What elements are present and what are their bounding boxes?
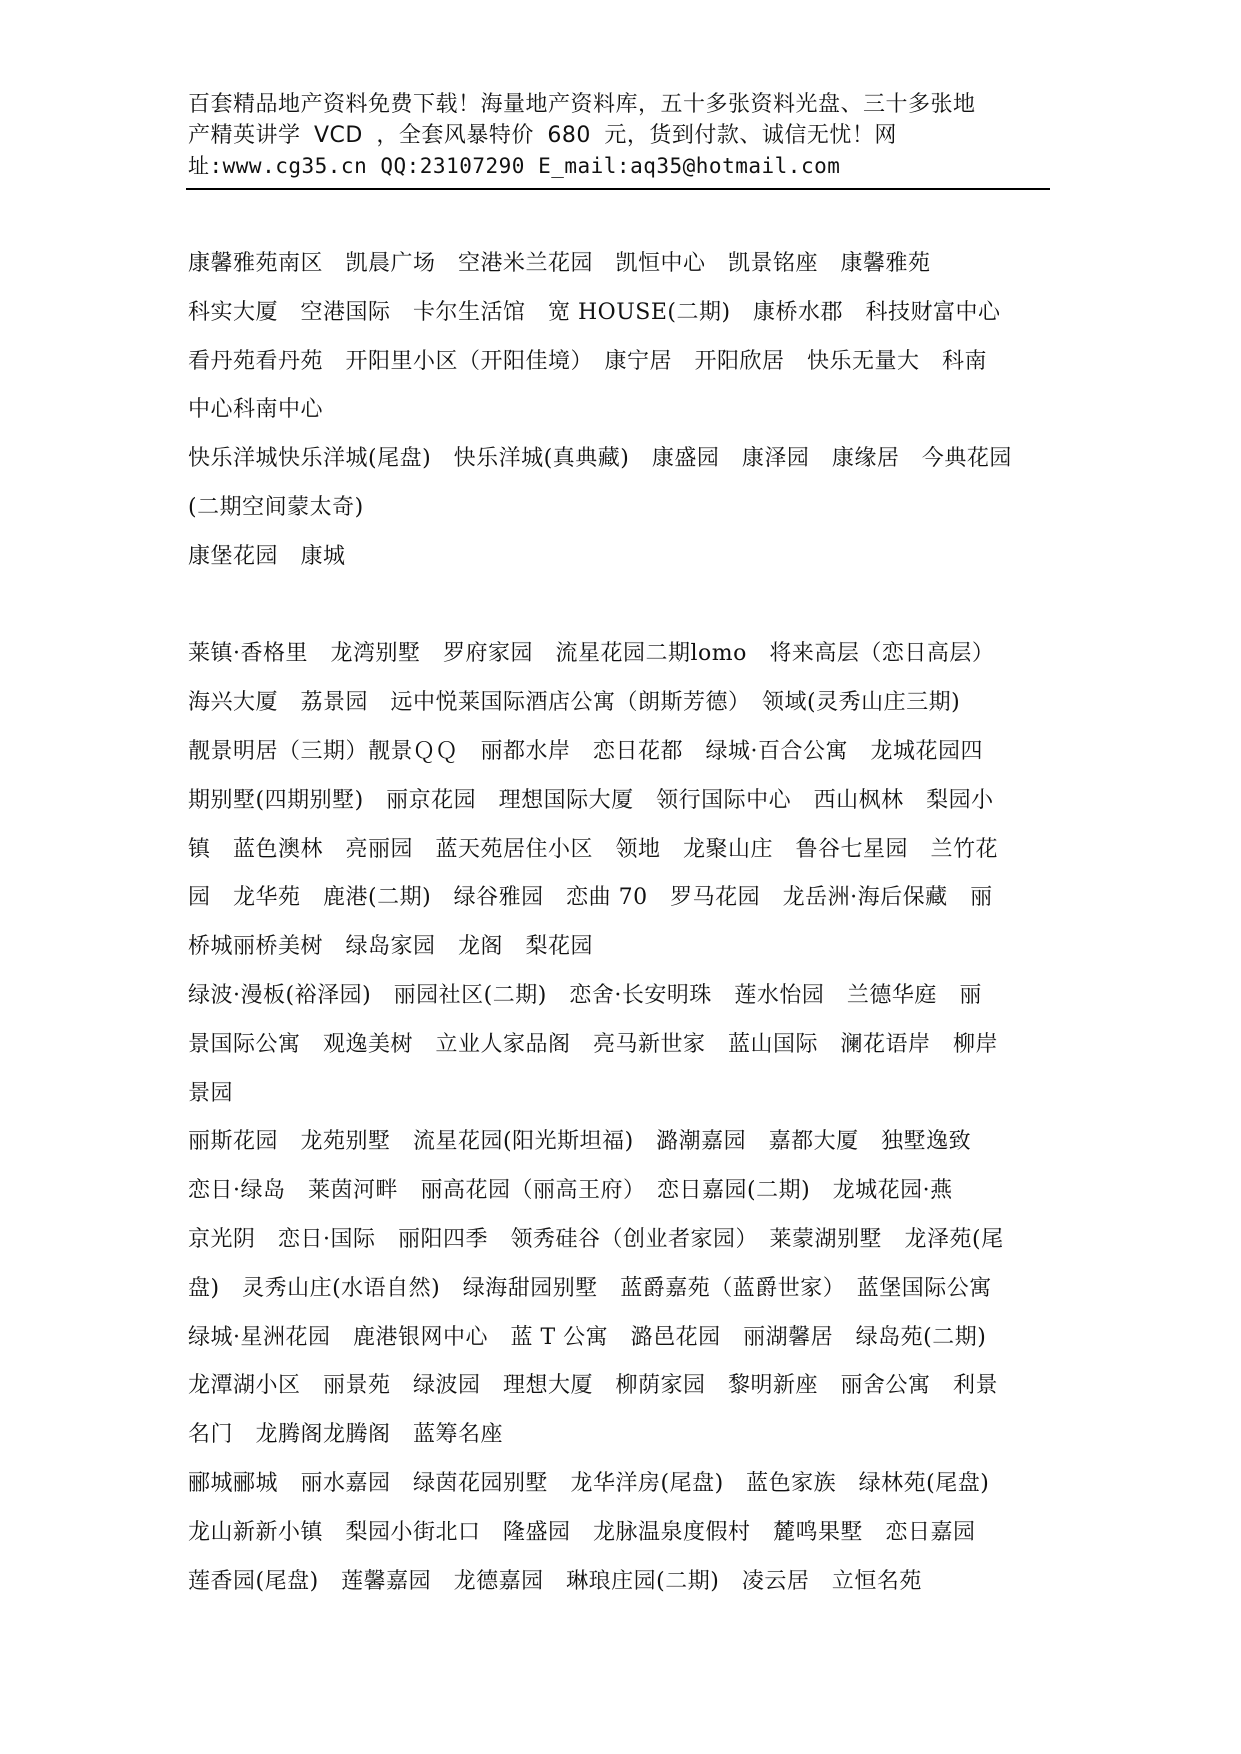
text-line: 海兴大厦 荔景园 远中悦莱国际酒店公寓（朗斯芳德） 领域(灵秀山庄三期) xyxy=(188,690,961,716)
text-line: 康馨雅苑南区 凯晨广场 空港米兰花园 凯恒中心 凯景铭座 康馨雅苑 xyxy=(188,251,931,276)
text-line: 名门 龙腾阁龙腾阁 蓝筹名座 xyxy=(188,1422,504,1448)
text-line: 景园 xyxy=(188,1080,234,1106)
text-line: 科实大厦 空港国际 卡尔生活馆 宽 HOUSE(二期) 康桥水郡 科技财富中心 xyxy=(188,299,1001,325)
section-k-listings xyxy=(188,240,1068,582)
header-line-3: 址:www.cg35.cn QQ:23107290 E_mail:aq35@hotmail.com xyxy=(188,154,841,178)
document-body xyxy=(188,240,1068,1606)
text-line: 靓景明居（三期）靓景ＱＱ 丽都水岸 恋日花都 绿城·百合公寓 龙城花园四 xyxy=(188,738,983,764)
text-line: 莲香园(尾盘) 莲馨嘉园 龙德嘉园 琳琅庄园(二期) 凌云居 立恒名苑 xyxy=(188,1568,922,1594)
text-line: 期别墅(四期别墅) 丽京花园 理想国际大厦 领行国际中心 西山枫林 梨园小 xyxy=(188,787,994,813)
text-line: 郦城郦城 丽水嘉园 绿茵花园别墅 龙华洋房(尾盘) 蓝色家族 绿林苑(尾盘) xyxy=(188,1470,990,1496)
text-line: 盘) 灵秀山庄(水语自然) 绿海甜园别墅 蓝爵嘉苑（蓝爵世家） 蓝堡国际公寓 xyxy=(188,1275,992,1301)
text-line: 桥城丽桥美树 绿岛家园 龙阁 梨花园 xyxy=(188,934,594,960)
header-line-1: 百套精品地产资料免费下载！海量地产资料库，五十多张资料光盘、三十多张地 xyxy=(188,92,976,117)
text-line: 景国际公寓 观逸美树 立业人家品阁 亮马新世家 蓝山国际 澜花语岸 柳岸 xyxy=(188,1031,999,1057)
text-line: 康堡花园 康城 xyxy=(188,543,346,569)
header-divider xyxy=(186,188,1050,190)
text-line: 莱镇·香格里 龙湾别墅 罗府家园 流星花园二期lomo 将来高层（恋日高层） xyxy=(188,641,995,667)
text-line: 绿波·漫板(裕泽园) 丽园社区(二期) 恋舍·长安明珠 莲水怡园 兰德华庭 丽 xyxy=(188,982,982,1008)
text-line: 恋日·绿岛 莱茵河畔 丽高花园（丽高王府） 恋日嘉园(二期) 龙城花园·燕 xyxy=(188,1178,953,1204)
header-line-2: 产精英讲学 VCD ，全套风暴特价 680 元，货到付款、诚信无忧！网 xyxy=(188,123,897,148)
text-line: 绿城·星洲花园 鹿港银网中心 蓝 T 公寓 潞邑花园 丽湖馨居 绿岛苑(二期) xyxy=(188,1324,987,1350)
section-gap xyxy=(188,582,1068,631)
section-l-listings xyxy=(188,630,1068,1606)
text-line: 龙山新新小镇 梨园小街北口 隆盛园 龙脉温泉度假村 麓鸣果墅 恋日嘉园 xyxy=(188,1519,976,1545)
text-line: 龙潭湖小区 丽景苑 绿波园 理想大厦 柳荫家园 黎明新座 丽舍公寓 利景 xyxy=(188,1373,999,1399)
text-line: 镇 蓝色澳林 亮丽园 蓝天苑居住小区 领地 龙聚山庄 鲁谷七星园 兰竹花 xyxy=(188,836,999,862)
header-banner xyxy=(188,89,1048,182)
text-line: (二期空间蒙太奇) xyxy=(188,494,364,520)
text-line: 京光阴 恋日·国际 丽阳四季 领秀硅谷（创业者家园） 莱蒙湖别墅 龙泽苑(尾 xyxy=(188,1226,1004,1252)
text-line: 中心科南中心 xyxy=(188,397,324,423)
text-line: 看丹苑看丹苑 开阳里小区（开阳佳境） 康宁居 开阳欣居 快乐无量大 科南 xyxy=(188,348,988,374)
text-line: 快乐洋城快乐洋城(尾盘) 快乐洋城(真典藏) 康盛园 康泽园 康缘居 今典花园 xyxy=(188,446,1012,472)
text-line: 丽斯花园 龙苑别墅 流星花园(阳光斯坦福) 潞潮嘉园 嘉都大厦 独墅逸致 xyxy=(188,1129,972,1155)
text-line: 园 龙华苑 鹿港(二期) 绿谷雅园 恋曲 70 罗马花园 龙岳洲·海后保藏 丽 xyxy=(188,885,993,911)
